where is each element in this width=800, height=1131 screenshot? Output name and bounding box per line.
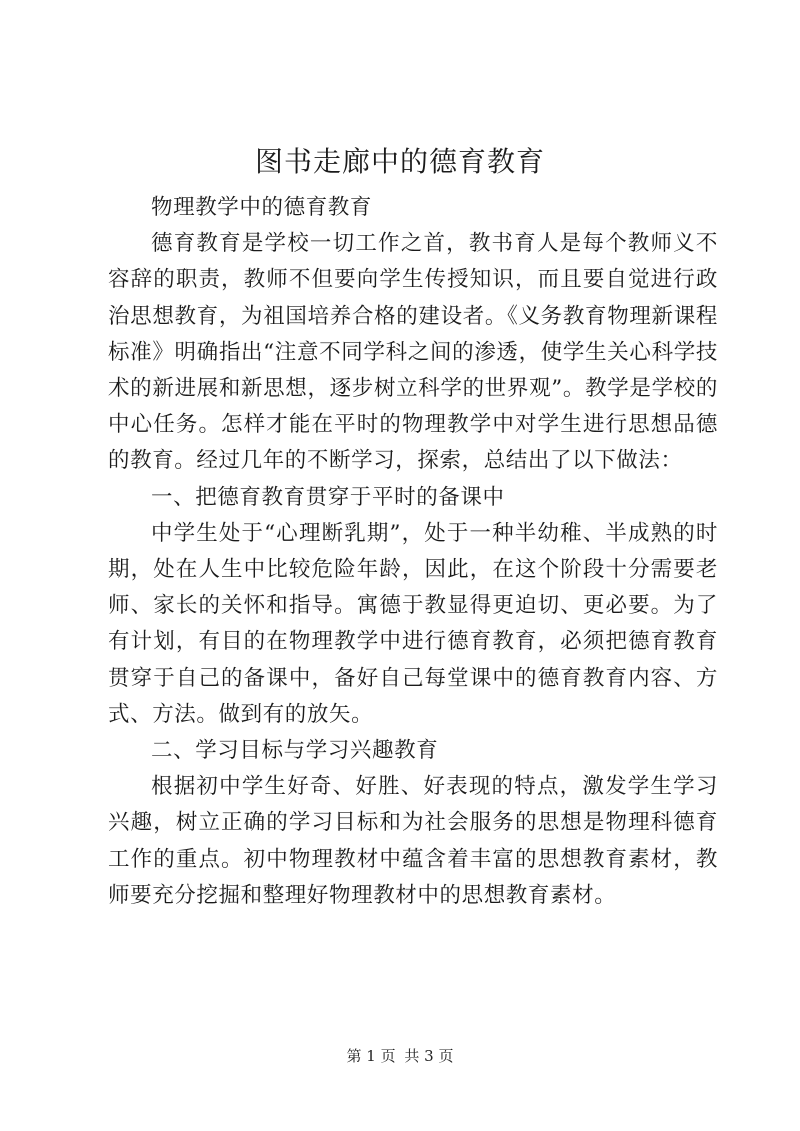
section-heading-2: 二、学习目标与学习兴趣教育 — [151, 738, 439, 764]
paragraph-section-2: 根据初中学生好奇、好胜、好表现的特点，激发学生学习兴趣，树立正确的学习目标和为社会服务的思想是物理科德育工作的重点。初中物理教材中蕴含着丰富的思想教育素材，教师要充分挖掘和整理好物理教材中的思想教育素材。 — [108, 774, 718, 908]
paragraph-section-1: 中学生处于“心理断乳期”，处于一种半幼稚、半成熟的时期，处在人生中比较危险年龄，因此，在这个阶段十分需要老师、家长的关怀和指导。寓德于教显得更迫切、更必要。为了有计划，有目的在物理教学中进行德育教育，必须把德育教育贯穿于自己的备课中，备好自己每堂课中的德育教育内容、方式、方法。做到有的放矢。 — [108, 520, 718, 727]
document-body — [108, 190, 718, 914]
page-total: 共 3 页 — [404, 1047, 454, 1065]
page-footer — [0, 1045, 800, 1066]
paragraph-intro: 德育教育是学校一切工作之首，教书育人是每个教师义不容辞的职责，教师不但要向学生传授知识，而且要自觉进行政治思想教育，为祖国培养合格的建设者。《义务教育物理新课程标准》明确指出“注意不同学科之间的渗透，使学生关心科学技术的新进展和新思想，逐步树立科学的世界观”。教学是学校的中心任务。怎样才能在平时的物理教学中对学生进行思想品德的教育。经过几年的不断学习，探索，总结出了以下做法： — [108, 231, 718, 474]
document-title: 图书走廊中的德育教育 — [254, 145, 545, 178]
paragraph-subtitle: 物理教学中的德育教育 — [151, 195, 373, 220]
page-number: 第 1 页 — [346, 1047, 396, 1065]
section-heading-1: 一、把德育教育贯穿于平时的备课中 — [151, 484, 505, 510]
